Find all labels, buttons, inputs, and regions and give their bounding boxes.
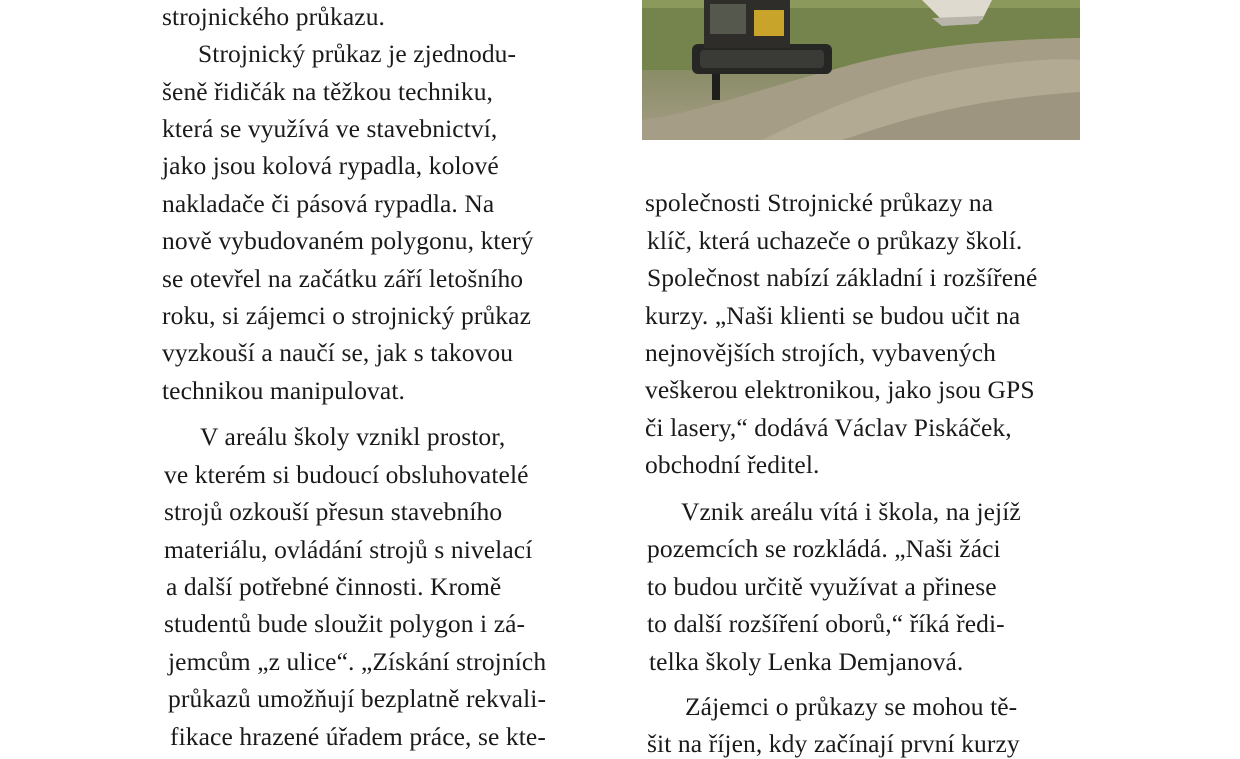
text-line: obchodní ředitel.: [645, 450, 820, 479]
text-line: roku, si zájemci o strojnický průkaz: [162, 301, 531, 330]
text-line: se otevřel na začátku září letošního: [162, 264, 524, 293]
text-line: klíč, která uchazeče o průkazy školí.: [647, 226, 1023, 255]
text-line: a další potřebné činnosti. Kromě: [166, 572, 502, 601]
text-line: ve kterém si budoucí obsluhovatelé: [164, 460, 529, 489]
text-line: fikace hrazené úřadem práce, se kte-: [170, 722, 546, 751]
text-line: vyzkouší a naučí se, jak s takovou: [162, 338, 514, 367]
text-line: nejnovějších strojích, vybavených: [645, 338, 996, 367]
text-line: Strojnický průkaz je zjednodu-: [198, 39, 517, 68]
text-line: to další rozšíření oborů,“ říká ředi-: [647, 609, 1005, 638]
text-line: veškerou elektronikou, jako jsou GPS: [645, 375, 1035, 404]
text-line: strojnického průkazu.: [162, 2, 386, 31]
text-line: kurzy. „Naši klienti se budou učit na: [645, 301, 1021, 330]
text-line: technikou manipulovat.: [162, 376, 405, 405]
text-line: šeně řidičák na těžkou techniku,: [162, 77, 494, 106]
excavator-illustration: [642, 0, 1080, 140]
text-line: V areálu školy vznikl prostor,: [200, 422, 506, 451]
text-line: nakladače či pásová rypadla. Na: [162, 189, 495, 218]
text-line: Zájemci o průkazy se mohou tě-: [685, 692, 1018, 721]
text-line: to budou určitě využívat a přinese: [647, 572, 997, 601]
text-line: společnosti Strojnické průkazy na: [645, 188, 994, 217]
text-line: či lasery,“ dodává Václav Piskáček,: [645, 413, 1012, 442]
text-line: průkazů umožňují bezplatně rekvali-: [168, 684, 547, 713]
text-line: jako jsou kolová rypadla, kolové: [162, 151, 499, 180]
text-line: studentů bude sloužit polygon i zá-: [164, 609, 526, 638]
excavator-photo: [642, 0, 1080, 140]
text-line: pozemcích se rozkládá. „Naši žáci: [647, 534, 1001, 563]
text-line: Společnost nabízí základní i rozšířené: [647, 263, 1038, 292]
text-line: která se využívá ve stavebnictví,: [162, 114, 498, 143]
text-line: telka školy Lenka Demjanová.: [649, 647, 964, 676]
text-line: šit na říjen, kdy začínají první kurzy: [647, 729, 1020, 758]
text-line: materiálu, ovládání strojů s nivelací: [164, 535, 533, 564]
text-line: nově vybudovaném polygonu, který: [162, 226, 534, 255]
text-line: strojů ozkouší přesun stavebního: [164, 497, 503, 526]
text-line: jemcům „z ulice“. „Získání strojních: [168, 647, 547, 676]
text-line: Vznik areálu vítá i škola, na jejíž: [681, 497, 1021, 526]
